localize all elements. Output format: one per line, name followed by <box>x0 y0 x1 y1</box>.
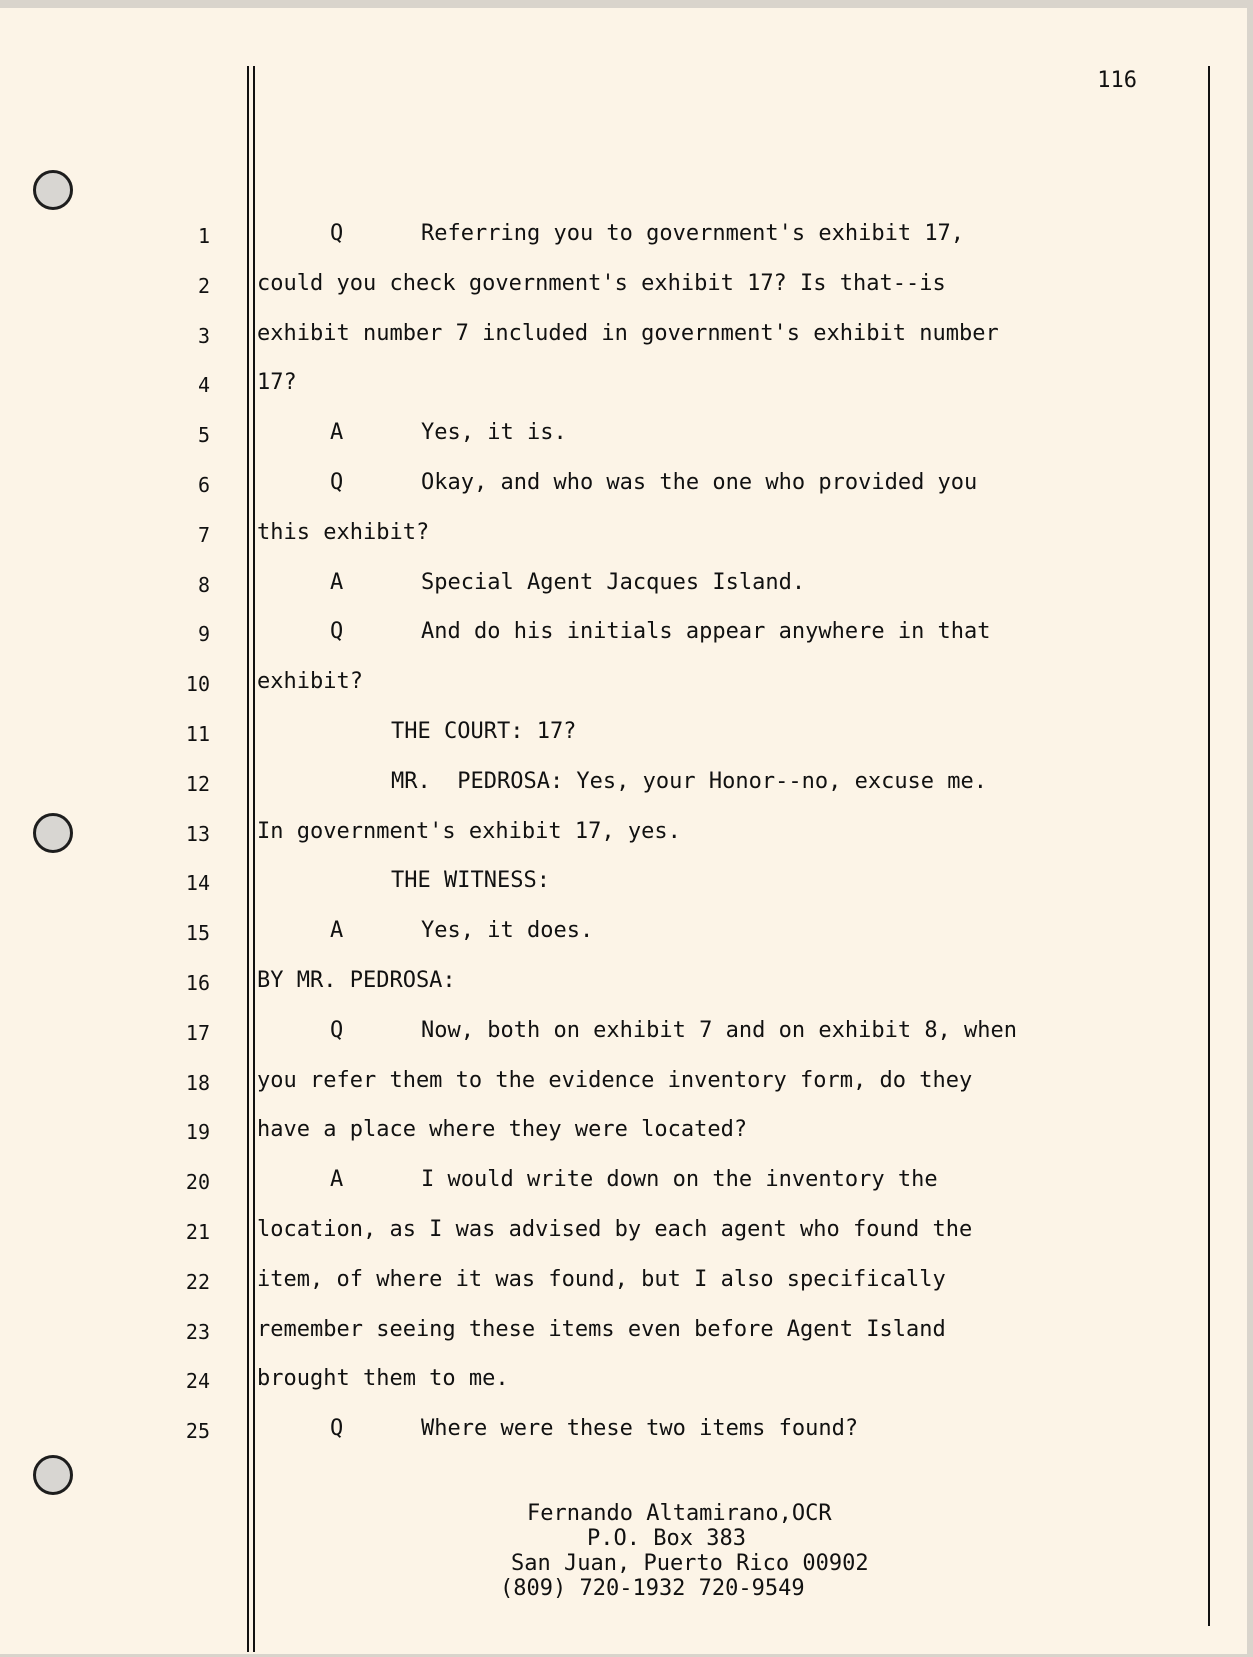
line-number: 9 <box>197 622 210 646</box>
reporter-po-box: P.O. Box 383 <box>587 1526 746 1551</box>
line-number: 23 <box>185 1320 210 1344</box>
line-number: 19 <box>185 1120 210 1144</box>
testimony-text: 17? <box>257 370 297 395</box>
left-margin-rule-outer <box>247 66 249 1652</box>
testimony-text: Now, both on exhibit 7 and on exhibit 8, when <box>421 1018 1018 1043</box>
line-number: 4 <box>197 373 210 397</box>
reporter-phone: (809) 720-1932 720-9549 <box>500 1576 805 1601</box>
testimony-text: could you check government's exhibit 17? Is that--is <box>257 271 946 296</box>
testimony-text: exhibit? <box>257 669 363 694</box>
testimony-text: Okay, and who was the one who provided you <box>421 470 978 495</box>
line-number: 13 <box>185 822 210 846</box>
testimony-text: Yes, it is. <box>421 420 567 445</box>
punch-hole-middle <box>33 813 73 853</box>
line-number: 22 <box>185 1270 210 1294</box>
testimony-text: have a place where they were located? <box>257 1117 748 1142</box>
testimony-text: you refer them to the evidence inventory form, do they <box>257 1068 973 1093</box>
line-number: 14 <box>185 871 210 895</box>
testimony-text: remember seeing these items even before Agent Island <box>257 1317 946 1342</box>
line-number: 20 <box>185 1170 210 1194</box>
line-number: 7 <box>197 523 210 547</box>
line-number: 24 <box>185 1369 210 1393</box>
testimony-text: BY MR. PEDROSA: <box>257 968 456 993</box>
testimony-text: location, as I was advised by each agent who found the <box>257 1217 973 1242</box>
line-number: 8 <box>197 573 210 597</box>
line-number: 6 <box>197 473 210 497</box>
question-marker: Q <box>330 1416 344 1441</box>
answer-marker: A <box>330 570 344 595</box>
line-number: 11 <box>185 722 210 746</box>
line-number: 10 <box>185 672 210 696</box>
line-number: 21 <box>185 1220 210 1244</box>
line-number: 15 <box>185 921 210 945</box>
testimony-text: Referring you to government's exhibit 17, <box>421 221 965 246</box>
answer-marker: A <box>330 420 344 445</box>
reporter-name: Fernando Altamirano,OCR <box>527 1501 832 1526</box>
line-number: 18 <box>185 1071 210 1095</box>
testimony-text: Special Agent Jacques Island. <box>421 570 806 595</box>
left-margin-rule-inner <box>253 66 255 1652</box>
question-marker: Q <box>330 619 344 644</box>
answer-marker: A <box>330 1167 344 1192</box>
line-number: 2 <box>197 274 210 298</box>
page-number: 116 <box>1097 68 1137 93</box>
reporter-city: San Juan, Puerto Rico 00902 <box>511 1551 869 1576</box>
right-margin-rule <box>1208 66 1210 1626</box>
speaker-line: THE WITNESS: <box>391 868 550 893</box>
testimony-text: Yes, it does. <box>421 918 594 943</box>
line-number: 3 <box>197 324 210 348</box>
question-marker: Q <box>330 221 344 246</box>
testimony-text: exhibit number 7 included in government's exhibit number <box>257 321 999 346</box>
answer-marker: A <box>330 918 344 943</box>
line-number: 25 <box>185 1419 210 1443</box>
testimony-text: brought them to me. <box>257 1366 509 1391</box>
line-number: 1 <box>197 224 210 248</box>
line-number: 16 <box>185 971 210 995</box>
speaker-line: THE COURT: 17? <box>391 719 577 744</box>
testimony-text: In government's exhibit 17, yes. <box>257 819 681 844</box>
transcript-page <box>0 8 1247 1654</box>
speaker-line: MR. PEDROSA: Yes, your Honor--no, excuse me. <box>391 769 988 794</box>
testimony-text: And do his initials appear anywhere in that <box>421 619 991 644</box>
punch-hole-top <box>33 170 73 210</box>
line-number: 17 <box>185 1021 210 1045</box>
question-marker: Q <box>330 1018 344 1043</box>
line-number: 5 <box>197 423 210 447</box>
question-marker: Q <box>330 470 344 495</box>
testimony-text: this exhibit? <box>257 520 430 545</box>
punch-hole-bottom <box>33 1455 73 1495</box>
line-number: 12 <box>185 772 210 796</box>
testimony-text: I would write down on the inventory the <box>421 1167 938 1192</box>
testimony-text: item, of where it was found, but I also specifically <box>257 1267 946 1292</box>
testimony-text: Where were these two items found? <box>421 1416 859 1441</box>
